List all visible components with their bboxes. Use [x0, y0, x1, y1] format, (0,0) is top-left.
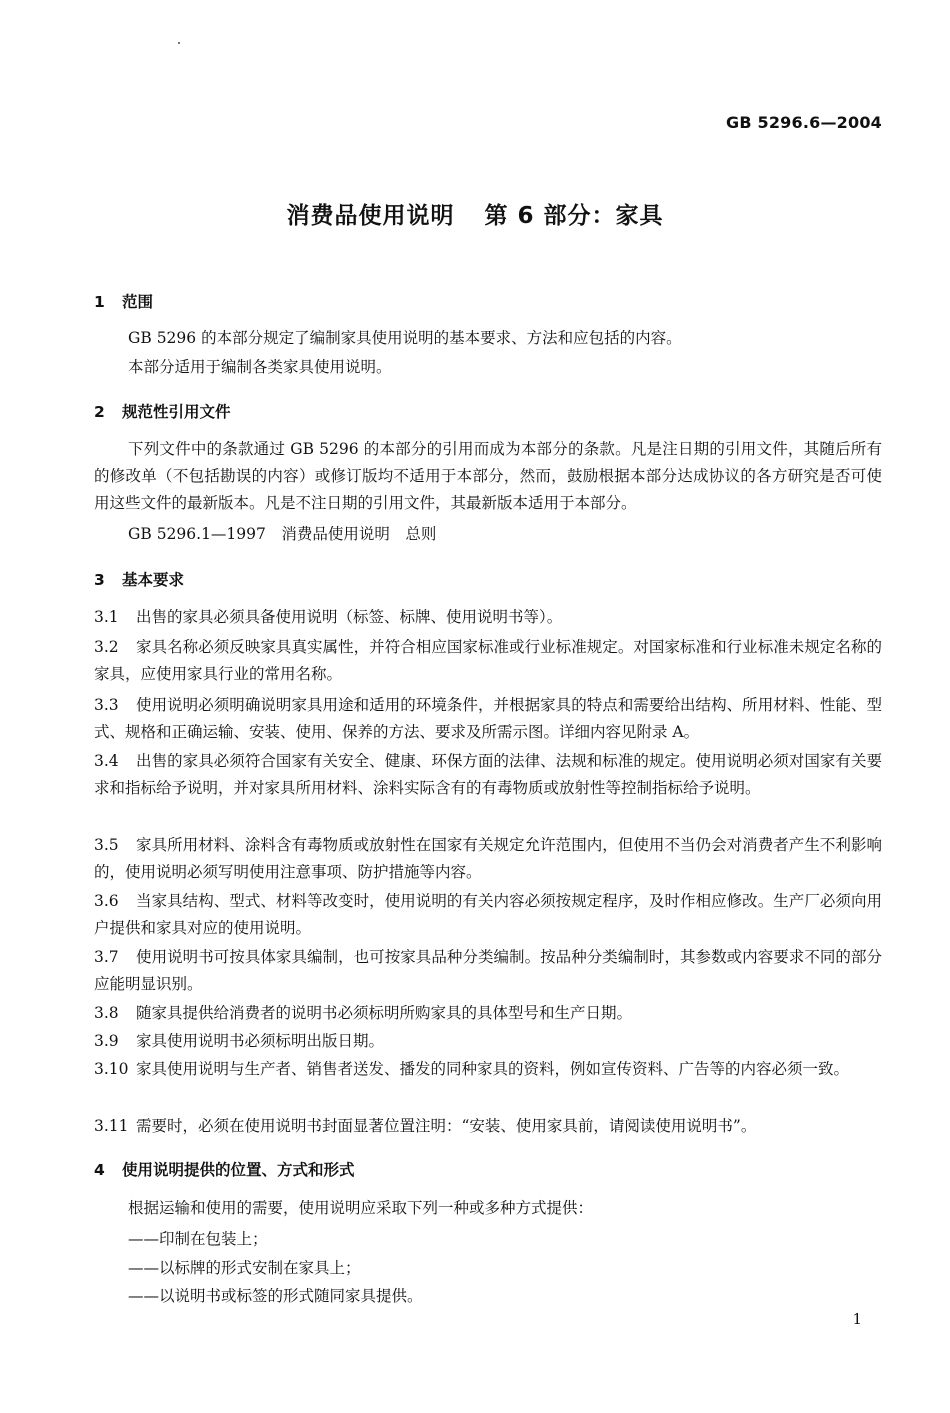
clause-number: 3.11 — [94, 1117, 129, 1135]
clause-number: 3.6 — [94, 892, 119, 910]
clause — [94, 748, 882, 802]
clause-text: 出售的家具必须符合国家有关安全、健康、环保方面的法律、法规和标准的规定。使用说明必须对国家有关要求和指标给予说明，并对家具所用材料、涂料实际含有的有毒物质或放射性等控制指标给予说明。 — [94, 752, 882, 797]
clause — [94, 634, 882, 688]
clause — [94, 1113, 882, 1140]
section-title: 范围 — [122, 293, 154, 311]
clause-text: 家具名称必须反映家具真实属性，并符合相应国家标准或行业标准规定。对国家标准和行业标准未规定名称的家具，应使用家具行业的常用名称。 — [94, 638, 882, 683]
paragraph: 本部分适用于编制各类家具使用说明。 — [128, 358, 392, 376]
clause — [94, 1000, 882, 1027]
list-item: ——以说明书或标签的形式随同家具提供。 — [128, 1287, 423, 1305]
section-heading-2 — [94, 400, 231, 422]
section-heading-3 — [94, 568, 184, 590]
clause-text: 使用说明必须明确说明家具用途和适用的环境条件，并根据家具的特点和需要给出结构、所用材料、性能、型式、规格和正确运输、安装、使用、保养的方法、要求及所需示图。详细内容见附录 A。 — [94, 696, 882, 741]
title-part: 第 6 部分：家具 — [484, 203, 664, 229]
clause — [94, 944, 882, 998]
document-title — [0, 197, 950, 230]
clause-text: 使用说明书可按具体家具编制，也可按家具品种分类编制。按品种分类编制时，其参数或内容要求不同的部分应能明显识别。 — [94, 948, 882, 993]
section-title: 使用说明提供的位置、方式和形式 — [122, 1161, 355, 1179]
clause — [94, 1028, 882, 1055]
clause-text: 家具使用说明与生产者、销售者送发、播发的同种家具的资料，例如宣传资料、广告等的内容必须一致。 — [136, 1060, 850, 1078]
clause-number: 3.2 — [94, 638, 119, 656]
clause-text: 家具所用材料、涂料含有毒物质或放射性在国家有关规定允许范围内，但使用不当仍会对消费者产生不利影响的，使用说明必须写明使用注意事项、防护措施等内容。 — [94, 836, 882, 881]
clause-number: 3.3 — [94, 696, 119, 714]
clause-text: 随家具提供给消费者的说明书必须标明所购家具的具体型号和生产日期。 — [136, 1004, 633, 1022]
list-item: ——印制在包装上； — [128, 1230, 268, 1248]
clause-number: 3.7 — [94, 948, 119, 966]
section-title: 基本要求 — [122, 571, 185, 589]
clause-text: 当家具结构、型式、材料等改变时，使用说明的有关内容必须按规定程序，及时作相应修改。生产厂必须向用户提供和家具对应的使用说明。 — [94, 892, 882, 937]
paragraph: 下列文件中的条款通过 GB 5296 的本部分的引用而成为本部分的条款。凡是注日期的引用文件，其随后所有的修改单（不包括勘误的内容）或修订版均不适用于本部分，然而，鼓励根据本部分达成协议的各方研究是否可使用这些文件的最新版本。凡是不注日期的引用文件，其最新版本适用于本部分。 — [94, 440, 882, 512]
section-number: 2 — [94, 403, 105, 421]
clause — [94, 1056, 882, 1083]
list-item: ——以标牌的形式安制在家具上； — [128, 1259, 361, 1277]
clause-text: 出售的家具必须具备使用说明（标签、标牌、使用说明书等）。 — [136, 608, 563, 626]
section-number: 1 — [94, 293, 105, 311]
clause-number: 3.9 — [94, 1032, 119, 1050]
clause — [94, 888, 882, 942]
clause — [94, 692, 882, 746]
scan-speck — [178, 42, 180, 44]
clause-number: 3.4 — [94, 752, 119, 770]
section-heading-4 — [94, 1158, 355, 1180]
paragraph: 根据运输和使用的需要，使用说明应采取下列一种或多种方式提供： — [128, 1199, 594, 1217]
clause-number: 3.5 — [94, 836, 119, 854]
clause-number: 3.10 — [94, 1060, 129, 1078]
section-number: 4 — [94, 1161, 105, 1179]
clause — [94, 832, 882, 886]
section-heading-1 — [94, 290, 153, 312]
clause-number: 3.8 — [94, 1004, 119, 1022]
reference-entry: GB 5296.1—1997 消费品使用说明 总则 — [128, 525, 437, 543]
section-number: 3 — [94, 571, 105, 589]
clause-number: 3.1 — [94, 608, 119, 626]
section-title: 规范性引用文件 — [122, 403, 231, 421]
clause — [94, 604, 882, 631]
standard-code: GB 5296.6—2004 — [726, 113, 882, 132]
page-number: 1 — [852, 1310, 862, 1328]
paragraph: GB 5296 的本部分规定了编制家具使用说明的基本要求、方法和应包括的内容。 — [128, 329, 682, 347]
clause-text: 需要时，必须在使用说明书封面显著位置注明：“安装、使用家具前，请阅读使用说明书”。 — [136, 1117, 757, 1135]
clause-text: 家具使用说明书必须标明出版日期。 — [136, 1032, 385, 1050]
title-main: 消费品使用说明 — [286, 203, 455, 229]
